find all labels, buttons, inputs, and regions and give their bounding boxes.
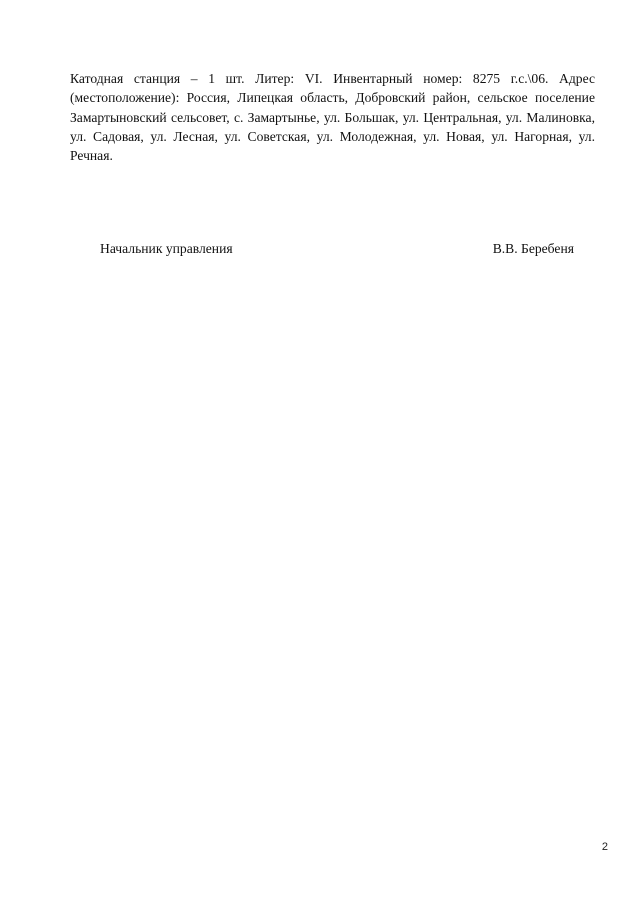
signatory-position: Начальник управления [100,241,233,256]
body-paragraph: Катодная станция – 1 шт. Литер: VI. Инвентарный номер: 8275 г.с.\06. Адрес (местоположение): Россия, Липецкая область, Добровский район, сельское поселение Замартыновский сельсовет, с. Замартынье, ул. Большак, ул. Центральная, ул. Малиновка, ул. Садовая, ул. Лесная, ул. Советская, ул. Молодежная, ул. Новая, ул. Нагорная, ул. Речная. [70,71,595,164]
signatory-name: В.В. Беребеня [492,241,574,256]
signature-block [100,239,574,259]
page-number: 2 [601,841,608,853]
